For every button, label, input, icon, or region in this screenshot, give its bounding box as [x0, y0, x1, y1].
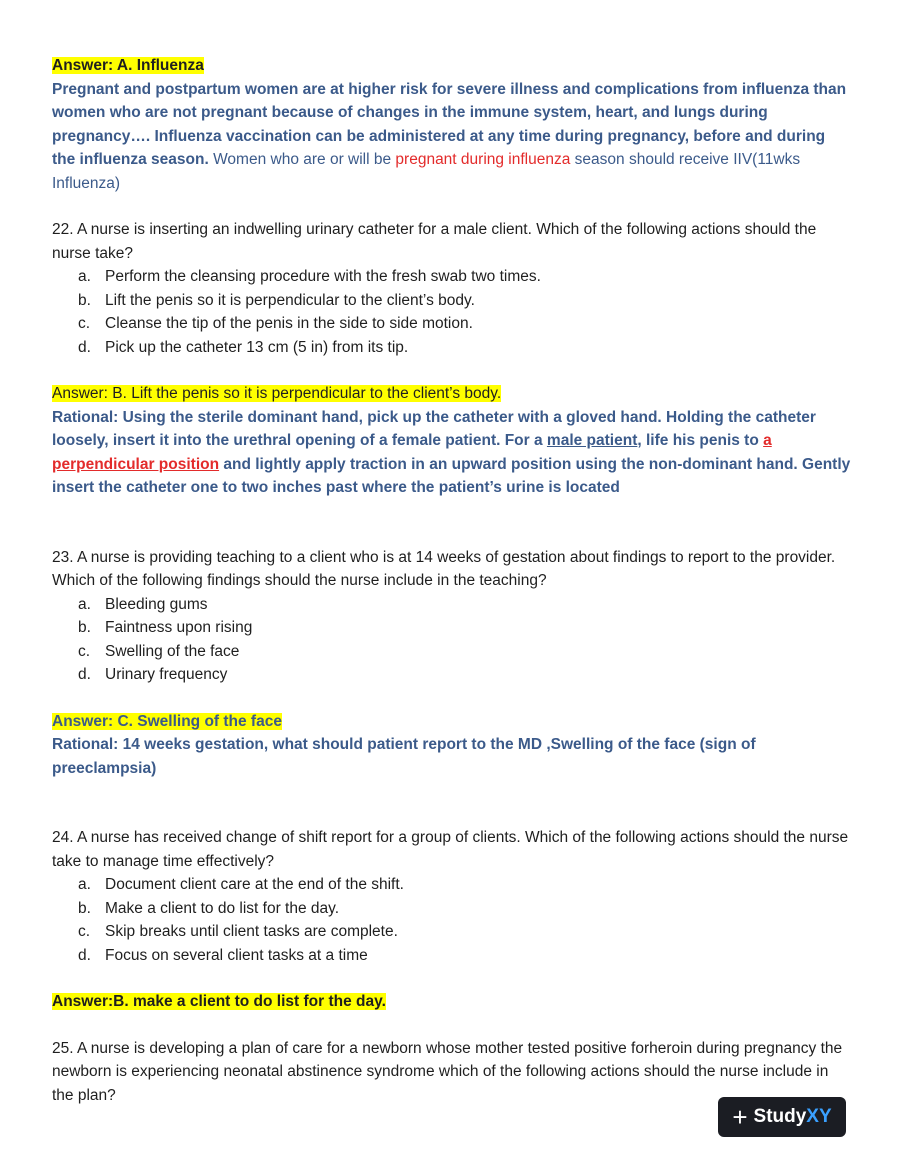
q24-answer: Answer:B. make a client to do list for the day. — [52, 993, 386, 1010]
q23-answer: Answer: C. Swelling of the face — [52, 712, 282, 730]
document-page — [52, 54, 852, 1107]
q25-question: 25. A nurse is developing a plan of care for a newborn whose mother tested positive forheroin during pregnancy the newborn is experiencing neonatal abstinence syndrome which of the following actions should the nurse include in the plan? — [52, 1039, 843, 1104]
option-letter: b. — [78, 619, 91, 636]
q21-rationale — [52, 78, 852, 196]
option-letter: d. — [78, 946, 91, 964]
q24-option-d — [78, 944, 852, 968]
option-text: Urinary frequency — [105, 666, 228, 683]
option-text: Focus on several client tasks at a time — [105, 946, 368, 964]
option-text: Cleanse the tip of the penis in the side to side motion. — [105, 315, 473, 332]
option-text: Faintness upon rising — [105, 619, 253, 636]
q24-option-c — [78, 920, 852, 944]
option-text: Document client care at the end of the shift. — [105, 876, 404, 893]
option-letter: d. — [78, 338, 91, 356]
option-letter: d. — [78, 666, 91, 683]
q24-options — [52, 873, 852, 967]
q22-option-b — [78, 289, 852, 313]
q21-answer: Answer: A. Influenza — [52, 57, 204, 74]
option-text: Lift the penis so it is perpendicular to the client’s body. — [105, 291, 475, 309]
plus-icon: + — [732, 1102, 748, 1132]
option-letter: a. — [78, 595, 91, 613]
option-letter: b. — [78, 899, 91, 917]
q21-rationale-text-1: Women who are or will be — [208, 151, 396, 168]
option-letter: c. — [78, 923, 91, 940]
q23-option-a — [78, 593, 852, 617]
option-letter: a. — [78, 268, 91, 285]
option-text: Swelling of the face — [105, 642, 240, 660]
q22-options — [52, 265, 852, 359]
logo-text-accent: XY — [806, 1106, 832, 1127]
option-text: Perform the cleansing procedure with the fresh swab two times. — [105, 268, 541, 285]
q23-option-d — [78, 663, 852, 687]
q23-option-b — [78, 616, 852, 640]
q22-option-d — [78, 336, 852, 360]
option-text: Make a client to do list for the day. — [105, 899, 340, 917]
q24-option-b — [78, 897, 852, 921]
q22-rationale-text-1: Rational: Using the sterile dominant hand, pick up the catheter with a gloved hand. Holding the catheter loosely, insert it into the urethral opening of a female patient. For a — [52, 408, 816, 449]
q23-options — [52, 593, 852, 687]
q22-option-a — [78, 265, 852, 289]
q22-rationale-red: a perpendicular position — [52, 432, 772, 473]
option-text: Skip breaks until client tasks are complete. — [105, 923, 398, 940]
studyxy-logo — [718, 1097, 846, 1137]
option-text: Bleeding gums — [105, 595, 208, 613]
option-letter: a. — [78, 876, 91, 893]
q24-question: 24. A nurse has received change of shift report for a group of clients. Which of the following actions should the nurse take to manage time effectively? — [52, 829, 849, 870]
q22-rationale — [52, 406, 852, 500]
q23-question: 23. A nurse is providing teaching to a client who is at 14 weeks of gestation about findings to report to the provider. Which of the following findings should the nurse include in the teaching? — [52, 548, 836, 589]
option-letter: c. — [78, 315, 91, 332]
logo-text-main: Study — [753, 1106, 807, 1127]
option-letter: b. — [78, 291, 91, 309]
q21-rationale-text-2: season should receive IIV(11wks Influenza) — [52, 151, 801, 192]
q23-rationale: Rational: 14 weeks gestation, what should patient report to the MD ,Swelling of the face (sign of preeclampsia) — [52, 736, 756, 777]
q22-rationale-text-3: and lightly apply traction in an upward position using the non-dominant hand. Gently insert the catheter one to two inches past where the patient’s urine is located — [52, 455, 851, 496]
option-text: Pick up the catheter 13 cm (5 in) from its tip. — [105, 338, 409, 356]
option-letter: c. — [78, 642, 91, 660]
q23-option-c — [78, 640, 852, 664]
q21-rationale-bold: Pregnant and postpartum women are at higher risk for severe illness and complications from influenza than women who are not pregnant because of changes in the immune system, heart, and lungs during pregnancy…. Influenza vaccination can be administered at any time during pregnancy, before and during the influenza season. — [52, 80, 847, 168]
q22-answer: Answer: B. Lift the penis so it is perpendicular to the client’s body. — [52, 385, 502, 402]
q24-option-a — [78, 873, 852, 897]
q21-rationale-red: pregnant during influenza — [395, 151, 571, 168]
q22-rationale-male: male patient — [546, 432, 638, 449]
q22-option-c — [78, 312, 852, 336]
q22-rationale-text-2: , life his penis to — [637, 432, 764, 449]
q22-question: 22. A nurse is inserting an indwelling urinary catheter for a male client. Which of the following actions should the nurse take? — [52, 221, 817, 262]
